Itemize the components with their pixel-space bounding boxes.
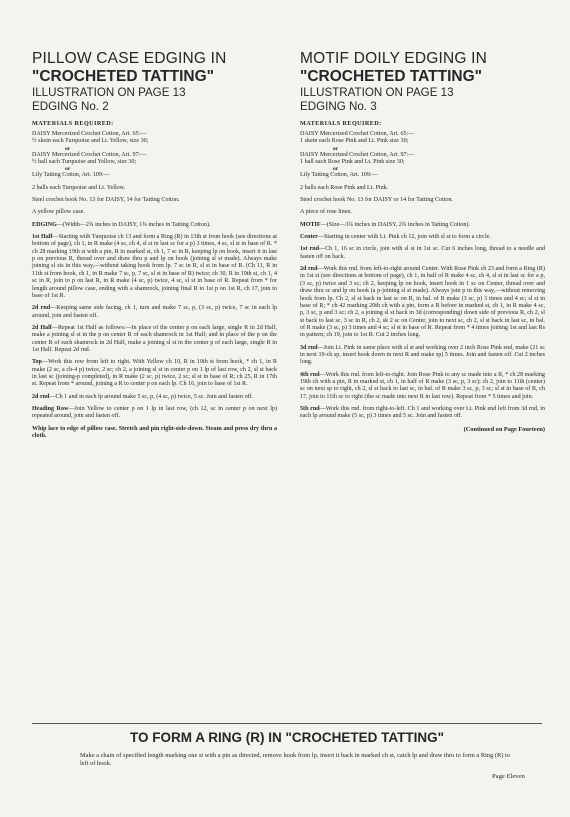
left-top-text: —Work this row from left to right. With Yellow ch 10, R in 10th st from hook, * ch 1, in R make (2 sc, a ch-4 p) twice, 2 sc; ch 2, a joining sl st in center p on 1 lp of last row, ch 2, sl st back in last sc (joining-p completed), in R make (2 sc, p) twice, 2 sc; sl st in base of R; ch 25, R in 17th st. Repeat from * around, joining a R to center p on each lp. Ch 16, join to base of 1st R. xyxy=(32,359,277,388)
right-title-line-1: MOTIF DOILY EDGING IN xyxy=(300,50,488,67)
right-rnd4-text: —Work this rnd. from left-to-right. Join Rose Pink to any sc made into a R, * ch 28 marking 19th ch with a pin, R in marked st, ch 1, in half of R make (3 sc, p, 3 sc); ch 2, join to 11th (center) sc on next sp to right, ch 2, sl st back to last sc, in bal. of R make 3 sc, p, 3 sc; sl st in base of R, ch 17, join to 11th sc to right (the sc made into next R in last row). Repeat from * 5 times and join. xyxy=(300,371,545,400)
right-or-1: or xyxy=(333,145,339,152)
right-edging-number: EDGING No. 3 xyxy=(300,100,377,113)
left-edging-paragraph xyxy=(32,222,277,229)
right-title-line-2: "CROCHETED TATTING" xyxy=(300,68,483,85)
left-top-paragraph xyxy=(32,359,277,388)
left-rnd2-text: —Keeping same side facing, ch 1, turn and make 7 sc, p, (3 sc, p) twice, 7 sc in each lp around, join and fasten off. xyxy=(32,305,277,319)
right-rnd4-lead: 4th rnd xyxy=(300,371,320,378)
right-column xyxy=(300,0,545,433)
left-material-2: DAISY Mercerized Crochet Cotton, Art. 97:— xyxy=(32,151,147,158)
left-half1-lead: 1st Half xyxy=(32,234,53,241)
page-number: Page Eleven xyxy=(492,773,525,780)
right-rnd3-paragraph xyxy=(300,345,545,367)
right-material-1: DAISY Mercerized Crochet Cotton, Art. 65:— xyxy=(300,131,415,137)
right-rnd1-paragraph xyxy=(300,246,545,261)
right-balls: 2 balls each Rose Pink and Lt. Pink. xyxy=(300,184,389,191)
left-illustration-note: ILLUSTRATION ON PAGE 13 xyxy=(32,86,186,99)
left-heading-text: —Join Yellow to center p on 1 lp in last row, (ch 12, sc in center p on next lp) repeated around, join and fasten off. xyxy=(32,405,277,420)
left-half2-text: —Repeat 1st Half as follows:—In place of the center p on each large, single R in 2d Half, make a joining sl st in the p on center R of each shamrock in 1st Half; and in place of the p on the center R of each shamrock in 2d Half, make a joining sl st in the center p of each large, single R in 1st Half. Repeat 2d rnd. xyxy=(32,324,278,353)
left-whip-paragraph: Whip lace to edge of pillow case. Stretch and pin right-side-down. Steam and press dry thru a cloth. xyxy=(32,425,277,439)
left-material-3: Lily Tatting Cotton, Art. 109:— xyxy=(32,172,110,179)
right-material-2b: 1 ball each Rose Pink and Lt. Pink size 30; xyxy=(300,159,405,166)
left-heading-lead: Heading Row xyxy=(32,405,69,412)
left-edging-lead: EDGING xyxy=(32,221,57,228)
left-material-1b: ½ skein each Turquoise and Lt. Yellow, size 30; xyxy=(32,138,149,145)
right-material-3: Lily Tatting Cotton, Art. 109:— xyxy=(300,172,378,179)
right-rnd2-paragraph xyxy=(300,266,545,339)
left-materials-heading: MATERIALS REQUIRED: xyxy=(32,120,114,127)
right-rnd5-lead: 5th rnd xyxy=(300,405,320,412)
right-rnd3-lead: 3d rnd xyxy=(300,344,318,351)
right-illustration-note: ILLUSTRATION ON PAGE 13 xyxy=(300,86,454,99)
right-hook: Steel crochet hook No. 13 for DAISY or 14 for Tatting Cotton. xyxy=(300,197,454,204)
left-half2-paragraph xyxy=(32,325,277,354)
section-divider xyxy=(32,723,542,724)
right-material-2: DAISY Mercerized Crochet Cotton, Art. 97:— xyxy=(300,151,415,158)
right-rnd1-text: —Ch 1, 16 sc in circle, join with sl st in 1st sc. Cut 6 inches long, thread to a needle and fasten off on back. xyxy=(300,246,545,260)
left-title-line-2: "CROCHETED TATTING" xyxy=(32,68,215,85)
right-motif-paragraph xyxy=(300,222,545,229)
left-or-2: or xyxy=(65,166,71,173)
left-heading-paragraph xyxy=(32,406,277,421)
left-balls: 2 balls each Turquoise and Lt. Yellow. xyxy=(32,184,126,191)
ring-section-title: TO FORM A RING (R) IN "CROCHETED TATTING" xyxy=(129,730,445,745)
right-rnd3-text: —Join Lt. Pink in same place with sl st and working over 2 inch Rose Pink end, make (21 sc in next 19-ch sp, insert hook down in next R and make sp) 5 times. Join and fasten off. Cut 2 inches long. xyxy=(300,344,545,366)
right-center-lead: Center xyxy=(300,234,318,241)
right-center-text: —Starting in center with Lt. Pink ch 12, join with sl st to form a circle. xyxy=(317,234,491,241)
right-linen: A piece of rose linen. xyxy=(300,209,352,216)
left-rnd2-paragraph xyxy=(32,305,277,320)
left-edging-text: —(Width—2¾ inches in DAISY, 1¾ inches in Tatting Cotton). xyxy=(56,221,211,228)
right-motif-text: —(Size—3¾ inches in DAISY, 2¾ inches in Tatting Cotton). xyxy=(320,221,470,228)
left-column xyxy=(32,0,277,445)
left-material-1: DAISY Mercerized Crochet Cotton, Art. 65:— xyxy=(32,131,147,137)
left-half1-text: —Starting with Turquoise ch 13 and form a Ring (R) in 13th st from hook (see directions at bottom of page), ch 1, in R make (4 sc, ch 4, sl st in last sc for a p) 3 times, 4 sc, sl st in base of R. * ch 28 marking 19th st with a pin, R in marked st, ch 1, 7 sc in R, keeping lp on hook, insert it in last p on previous R, thread over and draw thru p and lp on hook (joining sl st made). Always make joining sl sts in this way,—without taking hook from lp. 7 sc in R, sl st in base of R. (Ch 11, R in 11th st from hook, ch 1, in R make 7 sc, p, 7 sc, sl st in base of R) twice; ch 30, R in 19th st, ch 1, 4 sc in R, join to p on last R, in R make (4 sc, p) twice, 4 sc, sl st in base of R. Repeat from * for length around pillow case, ending with a shamrock, joining final R to 1st p on 1st R, ch 17, join to base of 1st R. xyxy=(32,234,277,299)
left-material-2b: ½ ball each Turquoise and Yellow, size 30; xyxy=(32,159,137,166)
right-rnd1-lead: 1st rnd xyxy=(300,246,319,253)
left-half2-lead: 2d Half xyxy=(32,324,52,331)
left-pillow: A yellow pillow case. xyxy=(32,209,85,216)
left-rnd2-lead: 2d rnd xyxy=(32,305,51,312)
left-top-lead: Top xyxy=(32,359,42,366)
left-title-line-1: PILLOW CASE EDGING IN xyxy=(32,50,227,67)
right-rnd5-paragraph xyxy=(300,406,545,421)
right-rnd2-text: —Work this rnd. from left-to-right around Center. With Rose Pink ch 23 and form a Ring (R) in 1st st (see directions at bottom of page), ch 1, in half of R make 4 sc, ch 4, sl st in last sc for a p, (3 sc, p) twice and 3 sc; ch 2, keeping lp on hook, insert hook in 1 sc on Center, thread over and draw thru sc and lp on hook (a p-joining sl st made). Always join p in this way,—without removing hook from lp. Ch 2, sl st back in last sc on R, in bal. of R make (3 sc, p) 3 times and 4 sc; sl st in base of R; * ch 42 marking 20th ch with a pin, form a R before in marked st, ch 1, in R make 4 sc, p, 3 sc, p and 3 sc; ch 2, a joining sl st back in 3d (corresponding) down side of previous R, ch 2, sl st back to last sc, 3 sc in R, ch 2, sk 2 sc on Center, join to next sc, ch 2, sl st back in last sc, in bal. of R make (3 sc, p) 3 times and 4 sc; sl st in base of R. Repeat from * 4 times joining 1st and last Rs in pattern; ch 19, join to 1st R. Cut 2 inches long. xyxy=(300,266,545,339)
left-hook: Steel crochet hook No. 13 for DAISY, 14 for Tatting Cotton. xyxy=(32,197,180,204)
right-or-2: or xyxy=(333,166,339,173)
left-rnd3-paragraph xyxy=(32,394,277,401)
right-rnd2-lead: 2d rnd xyxy=(300,266,318,273)
right-material-1b: 1 skein each Rose Pink and Lt. Pink size 30; xyxy=(300,138,409,145)
right-rnd5-text: —Work this rnd. from right-to-left. Ch 1 and working over Lt. Pink end left from 3d rnd, in each lp around make (5 sc, p) 3 times and 5 sc. Join and fasten off. xyxy=(300,405,545,420)
right-center-paragraph xyxy=(300,234,545,241)
left-rnd3-text: —Ch 1 and in each lp around make 5 sc, p, (4 sc, p) twice, 5 sc. Join and fasten off. xyxy=(49,393,254,400)
ring-section-text: Make a chain of specified length marking one st with a pin as directed, remove hook from lp, insert it back in marked ch st, catch lp and draw thru to form a Ring (R) to left of hook. xyxy=(80,752,510,767)
right-rnd4-paragraph xyxy=(300,372,545,401)
left-rnd3-lead: 2d rnd xyxy=(32,393,50,400)
left-edging-number: EDGING No. 2 xyxy=(32,100,109,113)
right-motif-lead: MOTIF xyxy=(300,221,321,228)
left-half1-paragraph xyxy=(32,234,277,300)
right-materials-heading: MATERIALS REQUIRED: xyxy=(300,120,382,127)
continued-note: (Continued on Page Fourteen) xyxy=(463,425,545,433)
left-or-1: or xyxy=(65,145,71,152)
